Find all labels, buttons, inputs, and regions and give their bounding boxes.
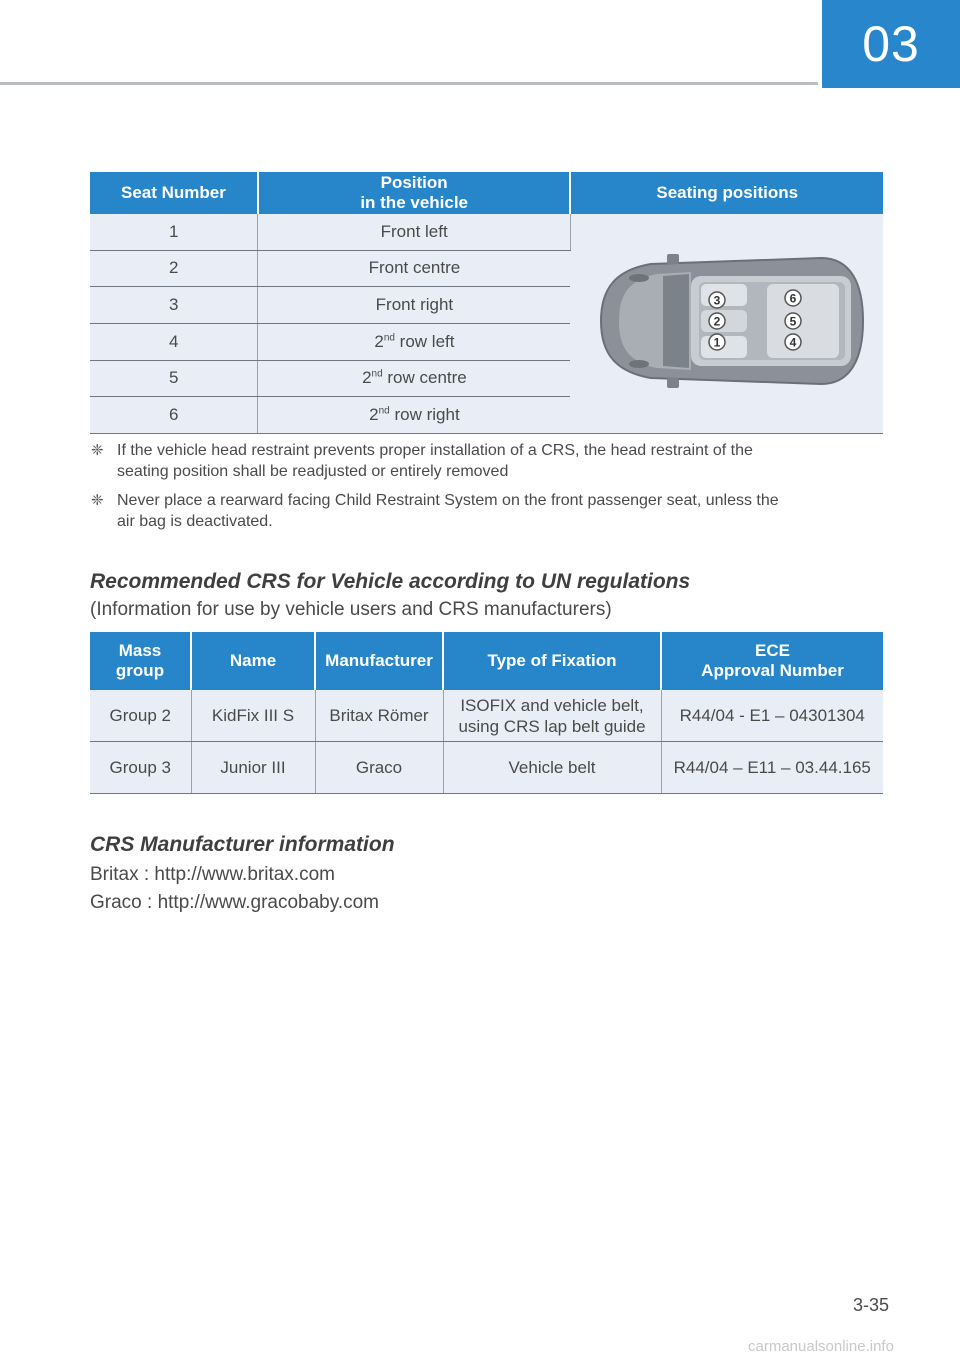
fixation-header: Type of Fixation bbox=[443, 632, 661, 690]
manufacturer-cell: Britax Römer bbox=[315, 690, 443, 742]
seat-number: 5 bbox=[90, 360, 258, 397]
seat-label-1 bbox=[709, 334, 725, 350]
crs-table-header bbox=[90, 632, 883, 690]
seat-number: 2 bbox=[90, 250, 258, 287]
recommended-crs-title: Recommended CRS for Vehicle according to UN regulations bbox=[90, 570, 691, 593]
fixation-cell: ISOFIX and vehicle belt, using CRS lap belt guide bbox=[443, 690, 661, 742]
svg-text:5: 5 bbox=[789, 314, 797, 329]
svg-text:1: 1 bbox=[713, 335, 721, 350]
seat-label-2 bbox=[709, 313, 725, 329]
ece-cell: R44/04 – E11 – 03.44.165 bbox=[661, 742, 883, 794]
svg-text:6: 6 bbox=[789, 291, 797, 306]
manufacturer-info-graco: Graco : http://www.gracobaby.com bbox=[90, 892, 379, 913]
position-header: Position in the vehicle bbox=[258, 172, 571, 214]
ece-header: ECE Approval Number bbox=[661, 632, 883, 690]
manufacturer-info-britax: Britax : http://www.britax.com bbox=[90, 864, 335, 885]
table-row bbox=[90, 690, 883, 742]
crs-table bbox=[90, 632, 883, 794]
fixation-cell: Vehicle belt bbox=[443, 742, 661, 794]
seat-number: 6 bbox=[90, 397, 258, 434]
mass-group-header: Mass group bbox=[90, 632, 191, 690]
note-head-restraint: ❈ If the vehicle head restraint prevents proper installation of a CRS, the head restraint of the seating position shall be readjusted or entirely removed bbox=[91, 442, 753, 480]
mass-group-cell: Group 3 bbox=[90, 742, 191, 794]
seat-position: Front centre bbox=[258, 250, 571, 287]
seat-label-5 bbox=[785, 313, 801, 329]
table-row bbox=[90, 214, 883, 250]
seating-positions-header: Seating positions bbox=[570, 172, 883, 214]
seat-number: 4 bbox=[90, 323, 258, 360]
seat-number: 3 bbox=[90, 287, 258, 324]
watermark: carmanualsonline.info bbox=[748, 1338, 894, 1355]
chapter-tab: 03 bbox=[822, 0, 960, 88]
seat-table-header bbox=[90, 172, 883, 214]
name-cell: KidFix III S bbox=[191, 690, 315, 742]
seat-number-header: Seat Number bbox=[90, 172, 258, 214]
seat-position: Front left bbox=[258, 214, 571, 250]
seat-label-4 bbox=[785, 334, 801, 350]
recommended-crs-subtitle: (Information for use by vehicle users and CRS manufacturers) bbox=[90, 599, 612, 620]
mass-group-cell: Group 2 bbox=[90, 690, 191, 742]
seat-position: 2nd row left bbox=[258, 323, 571, 360]
notes bbox=[90, 440, 890, 540]
seat-position: 2nd row centre bbox=[258, 360, 571, 397]
car-seating-diagram bbox=[571, 214, 883, 428]
ece-cell: R44/04 - E1 – 04301304 bbox=[661, 690, 883, 742]
table-row bbox=[90, 742, 883, 794]
svg-text:3: 3 bbox=[713, 293, 721, 308]
seat-position: Front right bbox=[258, 287, 571, 324]
car-image bbox=[601, 254, 863, 388]
manufacturer-cell: Graco bbox=[315, 742, 443, 794]
manufacturer-info-title: CRS Manufacturer information bbox=[90, 833, 395, 856]
seat-position: 2nd row right bbox=[258, 397, 571, 434]
note-symbol-icon: ❈ bbox=[91, 442, 104, 459]
svg-text:4: 4 bbox=[789, 335, 797, 350]
page-number: 3-35 bbox=[853, 1295, 890, 1315]
note-symbol-icon: ❈ bbox=[91, 492, 104, 509]
name-header: Name bbox=[191, 632, 315, 690]
seat-number: 1 bbox=[90, 214, 258, 250]
car-diagram-cell bbox=[570, 214, 883, 434]
seat-label-3 bbox=[709, 292, 725, 308]
seat-label-6 bbox=[785, 290, 801, 306]
name-cell: Junior III bbox=[191, 742, 315, 794]
header-rule bbox=[0, 82, 818, 85]
seat-table bbox=[90, 172, 883, 434]
manufacturer-header: Manufacturer bbox=[315, 632, 443, 690]
note-airbag: ❈ Never place a rearward facing Child Restraint System on the front passenger seat, unless the air bag is deactivated. bbox=[91, 492, 779, 530]
svg-text:2: 2 bbox=[713, 314, 721, 329]
